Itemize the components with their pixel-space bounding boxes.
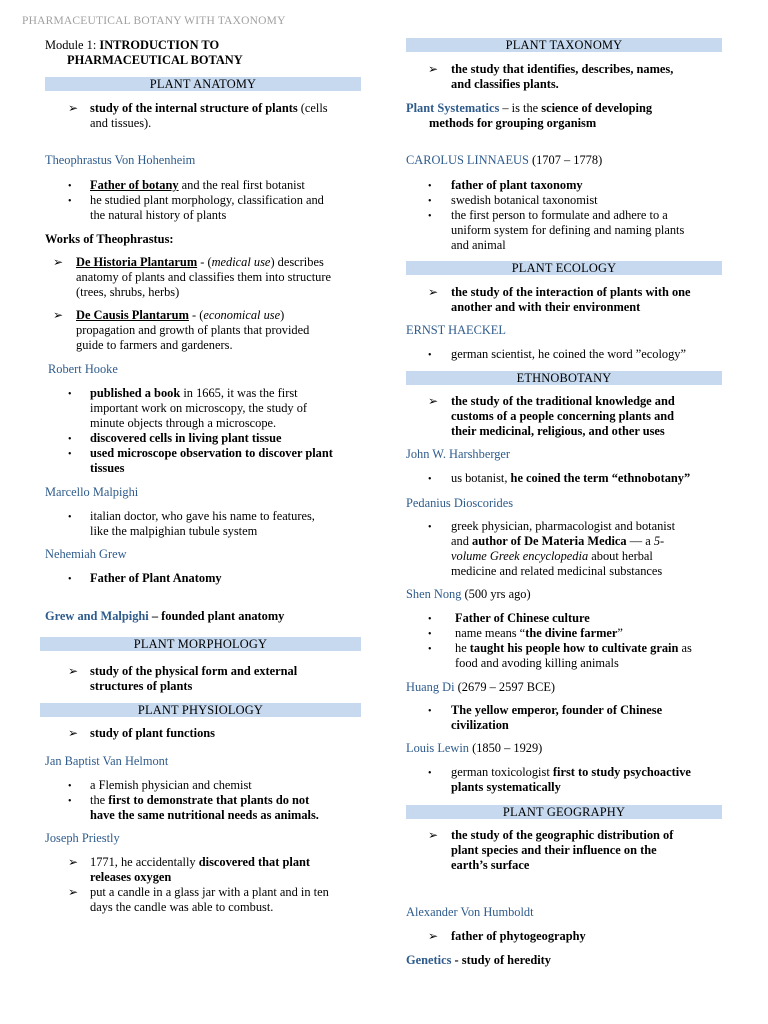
name-nehemiah-grew: Nehemiah Grew xyxy=(45,547,127,561)
section-bar-plant-ecology: PLANT ECOLOGY xyxy=(406,261,722,275)
arrow-bullet-icon: ➢ xyxy=(68,885,79,899)
arrow-bullet-icon: ➢ xyxy=(68,101,79,115)
dot-bullet-icon: • xyxy=(68,781,72,792)
section-bar-plant-anatomy: PLANT ANATOMY xyxy=(45,77,361,91)
name-marcello-malpighi: Marcello Malpighi xyxy=(45,485,139,499)
dot-bullet-icon: • xyxy=(68,196,72,207)
arrow-bullet-icon: ➢ xyxy=(68,664,79,678)
dot-bullet-icon: • xyxy=(428,474,432,485)
name-john-harshberger: John W. Harshberger xyxy=(406,447,511,461)
dot-bullet-icon: • xyxy=(428,211,432,222)
dot-bullet-icon: • xyxy=(428,196,432,207)
dot-bullet-icon: • xyxy=(68,512,72,523)
name-ernst-haeckel: ERNST HAECKEL xyxy=(406,323,506,337)
arrow-bullet-icon: ➢ xyxy=(428,929,439,943)
genetics-line: Genetics - study of heredity xyxy=(406,953,552,967)
dot-bullet-icon: • xyxy=(68,449,72,460)
section-bar-plant-physiology: PLANT PHYSIOLOGY xyxy=(40,703,361,717)
dot-bullet-icon: • xyxy=(68,389,72,400)
arrow-bullet-icon: ➢ xyxy=(428,285,439,299)
arrow-bullet-icon: ➢ xyxy=(428,394,439,408)
dot-bullet-icon: • xyxy=(428,614,432,625)
name-joseph-priestly: Joseph Priestly xyxy=(45,831,120,845)
name-robert-hooke: Robert Hooke xyxy=(48,362,118,376)
arrow-bullet-icon: ➢ xyxy=(428,62,439,76)
works-title: Works of Theophrastus: xyxy=(45,232,174,246)
name-alexander-von-humboldt: Alexander Von Humboldt xyxy=(406,905,534,919)
dot-bullet-icon: • xyxy=(428,768,432,779)
name-van-helmont: Jan Baptist Van Helmont xyxy=(45,754,169,768)
name-huang-di: Huang Di (2679 – 2597 BCE) xyxy=(406,680,556,694)
section-bar-plant-geography: PLANT GEOGRAPHY xyxy=(406,805,722,819)
dot-bullet-icon: • xyxy=(68,434,72,445)
dot-bullet-icon: • xyxy=(428,350,432,361)
arrow-bullet-icon: ➢ xyxy=(53,308,64,322)
dot-bullet-icon: • xyxy=(428,706,432,717)
dot-bullet-icon: • xyxy=(428,644,432,655)
section-bar-plant-morphology: PLANT MORPHOLOGY xyxy=(40,637,361,651)
running-header: PHARMACEUTICAL BOTANY WITH TAXONOMY xyxy=(22,15,286,27)
arrow-bullet-icon: ➢ xyxy=(428,828,439,842)
section-bar-ethnobotany: ETHNOBOTANY xyxy=(406,371,722,385)
arrow-bullet-icon: ➢ xyxy=(68,726,79,740)
dot-bullet-icon: • xyxy=(428,522,432,533)
arrow-bullet-icon: ➢ xyxy=(68,855,79,869)
dot-bullet-icon: • xyxy=(68,796,72,807)
grew-malpighi-line: Grew and Malpighi – founded plant anatomy xyxy=(45,609,285,623)
name-theophrastus: Theophrastus Von Hohenheim xyxy=(45,153,196,167)
plant-systematics-line: Plant Systematics – is the science of developing methods for grouping organism xyxy=(406,101,653,130)
arrow-bullet-icon: ➢ xyxy=(53,255,64,269)
name-pedanius-dioscorides: Pedanius Dioscorides xyxy=(406,496,514,510)
dot-bullet-icon: • xyxy=(68,574,72,585)
module-title: Module 1: INTRODUCTION TO PHARMACEUTICAL BOTANY xyxy=(45,38,243,67)
name-shen-nong: Shen Nong (500 yrs ago) xyxy=(406,587,531,601)
name-carolus-linnaeus: CAROLUS LINNAEUS (1707 – 1778) xyxy=(406,153,603,167)
section-bar-plant-taxonomy: PLANT TAXONOMY xyxy=(406,38,722,52)
dot-bullet-icon: • xyxy=(428,181,432,192)
dot-bullet-icon: • xyxy=(428,629,432,640)
name-louis-lewin: Louis Lewin (1850 – 1929) xyxy=(406,741,543,755)
dot-bullet-icon: • xyxy=(68,181,72,192)
